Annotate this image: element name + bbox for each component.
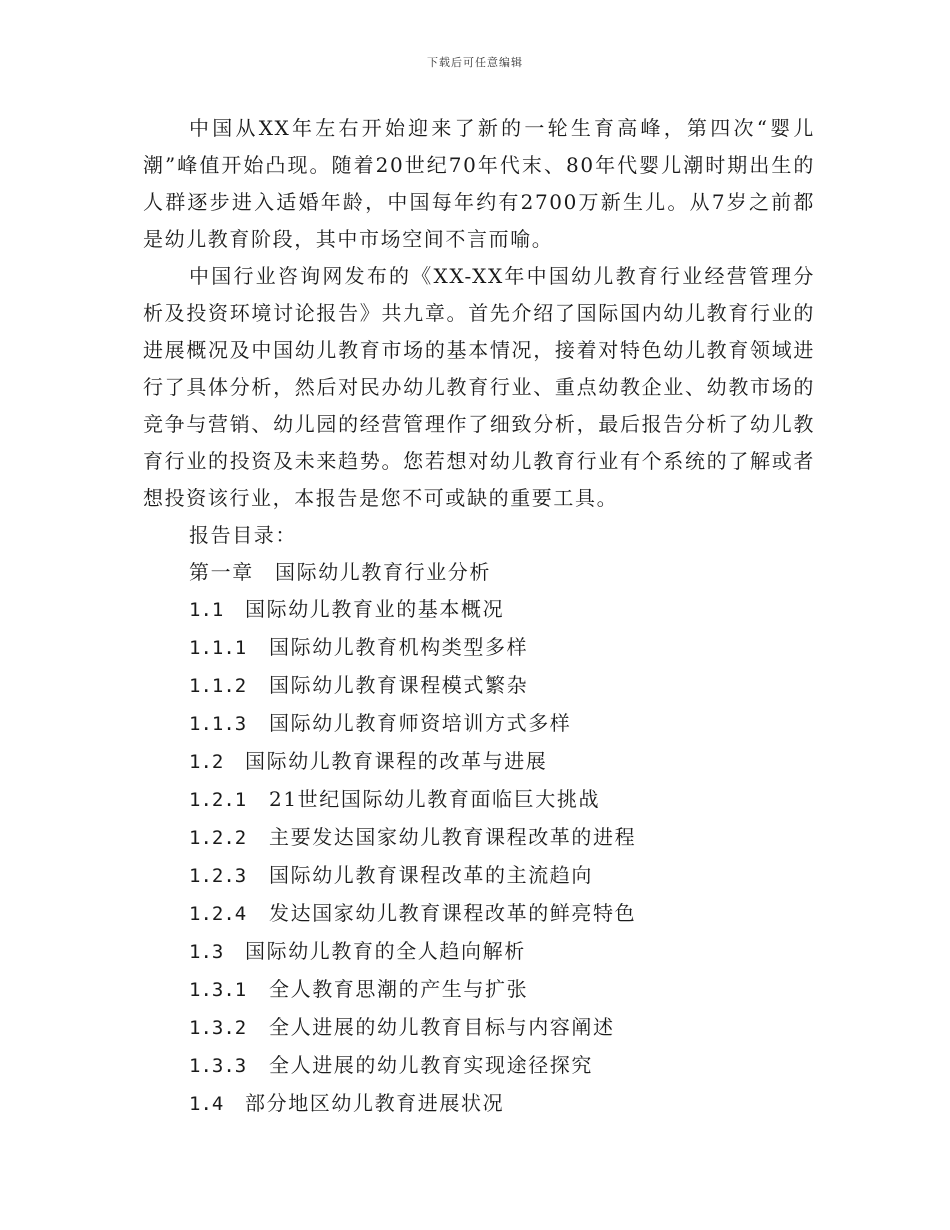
toc-item-text: 国际幼儿教育课程的改革与进展 (245, 749, 548, 773)
toc-item-text: 国际幼儿教育课程模式繁杂 (269, 673, 529, 697)
toc-list (143, 554, 815, 1123)
toc-item (143, 591, 815, 629)
toc-item-text: 全人教育思潮的产生与扩张 (269, 977, 529, 1001)
toc-item (143, 781, 815, 819)
toc-item-number: 第一章 (189, 560, 254, 584)
report-summary-paragraph: 中国行业咨询网发布的《XX-XX年中国幼儿教育行业经营管理分析及投资环境讨论报告》共九章。首先介绍了国际国内幼儿教育行业的进展概况及中国幼儿教育市场的基本情况，接着对特色幼儿教育领域进行了具体分析，然后对民办幼儿教育行业、重点幼教企业、幼教市场的竞争与营销、幼儿园的经营管理作了细致分析，最后报告分析了幼儿教育行业的投资及未来趋势。您若想对幼儿教育行业有个系统的了解或者想投资该行业，本报告是您不可或缺的重要工具。 (143, 264, 815, 510)
toc-item-number: 1.1.1 (189, 637, 247, 659)
toc-item-text: 主要发达国家幼儿教育课程改革的进程 (269, 825, 637, 849)
toc-item (143, 667, 815, 705)
toc-item-text: 全人进展的幼儿教育目标与内容阐述 (269, 1015, 615, 1039)
toc-item-number: 1.2.4 (189, 903, 247, 925)
toc-item (143, 933, 815, 971)
toc-item-text: 国际幼儿教育的全人趋向解析 (245, 939, 526, 963)
toc-item-text: 全人进展的幼儿教育实现途径探究 (269, 1053, 593, 1077)
toc-item-text: 发达国家幼儿教育课程改革的鲜亮特色 (269, 901, 637, 925)
toc-item-number: 1.1.2 (189, 675, 247, 697)
toc-item-text: 国际幼儿教育行业分析 (275, 560, 491, 584)
toc-item-number: 1.2.2 (189, 827, 247, 849)
toc-item-text: 国际幼儿教育机构类型多样 (269, 635, 529, 659)
toc-item (143, 1047, 815, 1085)
toc-item (143, 554, 815, 591)
toc-item (143, 743, 815, 781)
toc-item-number: 1.1.3 (189, 713, 247, 735)
toc-item-number: 1.2 (189, 751, 224, 773)
toc-item-text: 国际幼儿教育课程改革的主流趋向 (269, 863, 593, 887)
intro-paragraph: 中国从XX年左右开始迎来了新的一轮生育高峰，第四次“婴儿潮”峰值开始凸现。随着20世纪70年代末、80年代婴儿潮时期出生的人群逐步进入适婚年龄，中国每年约有2700万新生儿。从7岁之前都是幼儿教育阶段，其中市场空间不言而喻。 (143, 116, 815, 251)
document-body (143, 110, 815, 1123)
toc-item-text: 国际幼儿教育业的基本概况 (245, 597, 505, 621)
toc-item-text: 部分地区幼儿教育进展状况 (245, 1091, 505, 1115)
toc-item (143, 819, 815, 857)
toc-item-number: 1.3.2 (189, 1017, 247, 1039)
toc-item (143, 1085, 815, 1123)
toc-item-number: 1.1 (189, 599, 224, 621)
toc-item (143, 1009, 815, 1047)
toc-item-text: 21世纪国际幼儿教育面临巨大挑战 (269, 787, 601, 811)
toc-item-number: 1.2.3 (189, 865, 247, 887)
toc-item-number: 1.3.1 (189, 979, 247, 1001)
toc-item-number: 1.2.1 (189, 789, 247, 811)
toc-item-number: 1.3.3 (189, 1055, 247, 1077)
toc-item-number: 1.4 (189, 1093, 224, 1115)
toc-item (143, 857, 815, 895)
toc-title: 报告目录： (189, 523, 297, 547)
toc-item (143, 895, 815, 933)
toc-item-text: 国际幼儿教育师资培训方式多样 (269, 711, 572, 735)
page-header: 下载后可任意编辑 (427, 56, 523, 69)
toc-item (143, 629, 815, 667)
toc-item (143, 971, 815, 1009)
toc-item (143, 705, 815, 743)
toc-item-number: 1.3 (189, 941, 224, 963)
